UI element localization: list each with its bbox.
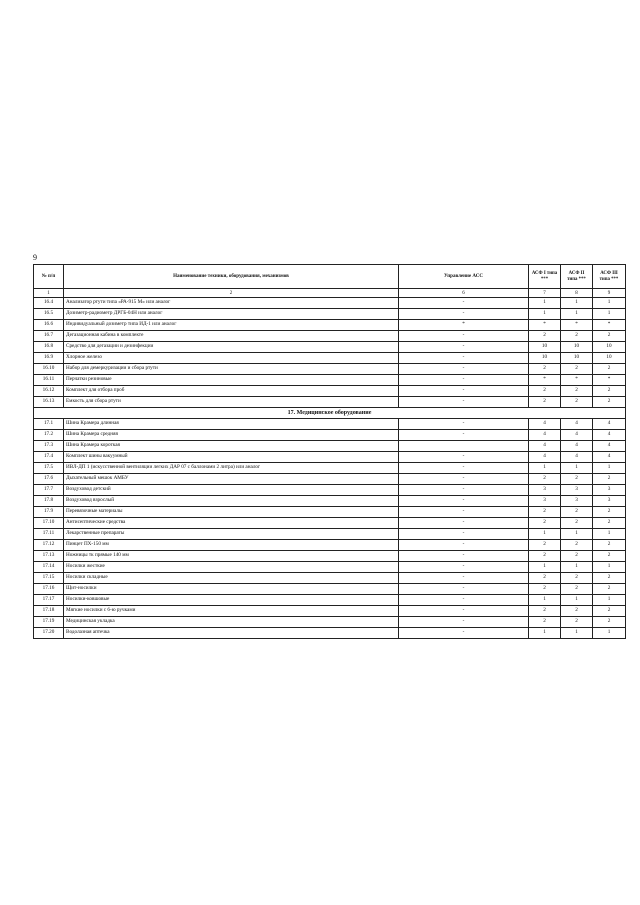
row-asf3-qty: 4 <box>593 441 626 452</box>
row-number: 17.14 <box>34 562 64 573</box>
table-row <box>34 507 626 518</box>
row-asf2-qty: 2 <box>561 584 593 595</box>
row-name: Носилки-ковшовые <box>64 595 399 606</box>
row-number: 17.5 <box>34 463 64 474</box>
row-control: - <box>399 353 529 364</box>
table-row <box>34 452 626 463</box>
row-asf3-qty: 4 <box>593 430 626 441</box>
table-row <box>34 573 626 584</box>
row-name: Пинцет ПХ-150 мм <box>64 540 399 551</box>
row-asf3-qty: 10 <box>593 342 626 353</box>
row-number: 17.2 <box>34 430 64 441</box>
table-row <box>34 342 626 353</box>
table-row <box>34 617 626 628</box>
row-name: Мягкие носилки с 6-ю ручками <box>64 606 399 617</box>
row-asf3-qty: 2 <box>593 474 626 485</box>
table-row <box>34 606 626 617</box>
header-asf1: АСФ I типа *** <box>529 265 561 289</box>
row-control: - <box>399 331 529 342</box>
row-asf3-qty: 2 <box>593 364 626 375</box>
row-control: - <box>399 298 529 309</box>
row-control: - <box>399 452 529 463</box>
row-asf3-qty: 1 <box>593 628 626 639</box>
table-row <box>34 529 626 540</box>
row-control: - <box>399 364 529 375</box>
row-control: - <box>399 595 529 606</box>
row-control: - <box>399 474 529 485</box>
header-control: Управление АСС <box>399 265 529 289</box>
row-name: Лекарственные препараты <box>64 529 399 540</box>
row-asf2-qty: 1 <box>561 463 593 474</box>
row-asf3-qty: 1 <box>593 595 626 606</box>
row-name: Хлорное железо <box>64 353 399 364</box>
column-number: 1 <box>34 289 64 298</box>
row-name: Носилки жесткие <box>64 562 399 573</box>
row-control: - <box>399 573 529 584</box>
row-number: 17.3 <box>34 441 64 452</box>
row-asf1-qty: 2 <box>529 573 561 584</box>
row-number: 17.15 <box>34 573 64 584</box>
column-number: 2 <box>64 289 399 298</box>
table-row <box>34 397 626 408</box>
row-asf2-qty: 2 <box>561 518 593 529</box>
row-control: - <box>399 419 529 430</box>
row-name: Воздуховод взрослый <box>64 496 399 507</box>
row-asf2-qty: 3 <box>561 485 593 496</box>
row-number: 16.12 <box>34 386 64 397</box>
row-number: 16.9 <box>34 353 64 364</box>
row-asf1-qty: 1 <box>529 628 561 639</box>
row-asf1-qty: 3 <box>529 496 561 507</box>
row-name: Шина Крамера средняя <box>64 430 399 441</box>
table-row <box>34 441 626 452</box>
row-name: Набор для демеркуризации и сбора ртути <box>64 364 399 375</box>
row-number: 17.1 <box>34 419 64 430</box>
row-asf2-qty: 2 <box>561 540 593 551</box>
row-asf1-qty: 2 <box>529 507 561 518</box>
row-control: - <box>399 518 529 529</box>
row-control: - <box>399 386 529 397</box>
row-name: Шина Крамера короткая <box>64 441 399 452</box>
row-asf1-qty: 2 <box>529 364 561 375</box>
row-asf1-qty: 1 <box>529 309 561 320</box>
row-asf3-qty: 2 <box>593 386 626 397</box>
table-row <box>34 331 626 342</box>
row-asf2-qty: 3 <box>561 496 593 507</box>
row-name: Средство для дегазации и дезинфекции <box>64 342 399 353</box>
row-name: Перчатки резиновые <box>64 375 399 386</box>
row-asf3-qty: 2 <box>593 331 626 342</box>
row-name: Емкость для сбора ртути <box>64 397 399 408</box>
row-control: - <box>399 617 529 628</box>
row-name: Медицинская укладка <box>64 617 399 628</box>
row-asf2-qty: 2 <box>561 386 593 397</box>
row-number: 16.11 <box>34 375 64 386</box>
row-number: 17.17 <box>34 595 64 606</box>
row-asf3-qty: * <box>593 375 626 386</box>
row-asf1-qty: 2 <box>529 386 561 397</box>
row-asf2-qty: 1 <box>561 595 593 606</box>
row-name: Ножницы тк прямые 140 мм <box>64 551 399 562</box>
row-asf1-qty: 1 <box>529 562 561 573</box>
row-asf2-qty: * <box>561 320 593 331</box>
table-row <box>34 353 626 364</box>
table-group-16 <box>34 298 626 408</box>
table-row <box>34 628 626 639</box>
row-asf3-qty: 1 <box>593 309 626 320</box>
row-number: 17.20 <box>34 628 64 639</box>
row-control: - <box>399 507 529 518</box>
row-asf1-qty: 2 <box>529 606 561 617</box>
row-control: - <box>399 540 529 551</box>
row-control <box>399 441 529 452</box>
row-name: Перевязочные материалы <box>64 507 399 518</box>
row-number: 17.19 <box>34 617 64 628</box>
row-asf3-qty: 2 <box>593 573 626 584</box>
row-name: Щит-носилки <box>64 584 399 595</box>
row-asf2-qty: 2 <box>561 397 593 408</box>
row-number: 17.8 <box>34 496 64 507</box>
row-asf3-qty: 2 <box>593 551 626 562</box>
row-asf2-qty: 2 <box>561 474 593 485</box>
row-asf1-qty: 2 <box>529 551 561 562</box>
section-title: 17. Медицинское оборудование <box>34 408 626 419</box>
row-name: Дыхательный мешок АМБУ <box>64 474 399 485</box>
row-asf2-qty: * <box>561 375 593 386</box>
table-header-row <box>34 265 626 289</box>
row-asf1-qty: * <box>529 320 561 331</box>
row-name: Шина Крамера длинная <box>64 419 399 430</box>
row-asf3-qty: 2 <box>593 507 626 518</box>
row-asf2-qty: 4 <box>561 452 593 463</box>
row-asf3-qty: 2 <box>593 606 626 617</box>
row-asf2-qty: 10 <box>561 342 593 353</box>
header-num: № п/п <box>34 265 64 289</box>
row-asf3-qty: 3 <box>593 496 626 507</box>
row-asf3-qty: 3 <box>593 485 626 496</box>
row-asf2-qty: 4 <box>561 430 593 441</box>
row-asf1-qty: 2 <box>529 474 561 485</box>
row-control: * <box>399 320 529 331</box>
table-row <box>34 551 626 562</box>
row-number: 17.6 <box>34 474 64 485</box>
row-asf1-qty: 2 <box>529 397 561 408</box>
row-control: - <box>399 606 529 617</box>
row-asf3-qty: 1 <box>593 463 626 474</box>
row-asf1-qty: 4 <box>529 430 561 441</box>
row-name: Антисептические средства <box>64 518 399 529</box>
table-row <box>34 540 626 551</box>
row-asf3-qty: 1 <box>593 529 626 540</box>
row-name: Водолазная аптечка <box>64 628 399 639</box>
row-control: - <box>399 309 529 320</box>
row-asf3-qty: 2 <box>593 617 626 628</box>
row-name: Индивидуальный дозиметр типа ИД-1 или аналог <box>64 320 399 331</box>
table-row <box>34 463 626 474</box>
column-number: 6 <box>399 289 529 298</box>
row-asf1-qty: 1 <box>529 529 561 540</box>
row-asf2-qty: 4 <box>561 441 593 452</box>
row-control: - <box>399 562 529 573</box>
table-row <box>34 518 626 529</box>
row-asf3-qty: 4 <box>593 419 626 430</box>
row-number: 16.13 <box>34 397 64 408</box>
table-row <box>34 485 626 496</box>
column-number: 7 <box>529 289 561 298</box>
section-heading-row <box>34 408 626 419</box>
row-number: 16.5 <box>34 309 64 320</box>
row-number: 17.9 <box>34 507 64 518</box>
row-asf1-qty: 1 <box>529 298 561 309</box>
row-number: 17.13 <box>34 551 64 562</box>
row-asf1-qty: 2 <box>529 584 561 595</box>
row-asf2-qty: 2 <box>561 606 593 617</box>
row-control: - <box>399 628 529 639</box>
row-asf2-qty: 2 <box>561 551 593 562</box>
row-name: Комплект для отбора проб <box>64 386 399 397</box>
row-asf2-qty: 2 <box>561 617 593 628</box>
row-asf2-qty: 2 <box>561 331 593 342</box>
row-asf3-qty: 2 <box>593 518 626 529</box>
row-asf2-qty: 1 <box>561 628 593 639</box>
row-asf2-qty: 2 <box>561 507 593 518</box>
row-asf3-qty: 2 <box>593 584 626 595</box>
row-asf3-qty: * <box>593 320 626 331</box>
row-asf3-qty: 1 <box>593 562 626 573</box>
table-row <box>34 298 626 309</box>
row-asf1-qty: 4 <box>529 441 561 452</box>
column-number: 9 <box>593 289 626 298</box>
row-asf2-qty: 1 <box>561 529 593 540</box>
row-asf1-qty: 2 <box>529 518 561 529</box>
row-control: - <box>399 375 529 386</box>
row-number: 17.4 <box>34 452 64 463</box>
row-asf3-qty: 10 <box>593 353 626 364</box>
row-number: 16.10 <box>34 364 64 375</box>
table-row <box>34 320 626 331</box>
row-name: Дозиметр-радиометр ДРГБ-04Н или аналог <box>64 309 399 320</box>
row-number: 17.7 <box>34 485 64 496</box>
row-number: 16.8 <box>34 342 64 353</box>
row-number: 16.7 <box>34 331 64 342</box>
row-name: Воздуховод детский <box>64 485 399 496</box>
row-control: - <box>399 529 529 540</box>
equipment-table <box>33 264 626 639</box>
table-row <box>34 430 626 441</box>
row-number: 17.12 <box>34 540 64 551</box>
header-name: Наименование техники, оборудования, механизмов <box>64 265 399 289</box>
row-asf1-qty: 2 <box>529 540 561 551</box>
row-control: - <box>399 342 529 353</box>
table-row <box>34 562 626 573</box>
row-asf2-qty: 1 <box>561 309 593 320</box>
header-asf3: АСФ III типа *** <box>593 265 626 289</box>
row-number: 17.11 <box>34 529 64 540</box>
row-number: 17.16 <box>34 584 64 595</box>
row-asf2-qty: 1 <box>561 562 593 573</box>
table-row <box>34 375 626 386</box>
row-number: 17.18 <box>34 606 64 617</box>
row-asf2-qty: 10 <box>561 353 593 364</box>
table-row <box>34 386 626 397</box>
row-asf3-qty: 1 <box>593 298 626 309</box>
row-asf3-qty: 2 <box>593 540 626 551</box>
row-asf1-qty: 10 <box>529 353 561 364</box>
row-asf1-qty: 1 <box>529 595 561 606</box>
row-asf2-qty: 2 <box>561 364 593 375</box>
row-name: Анализатор ртути типа «РА-915 М» или аналог <box>64 298 399 309</box>
row-name: Носилки складные <box>64 573 399 584</box>
row-asf1-qty: 2 <box>529 331 561 342</box>
table-row <box>34 309 626 320</box>
header-asf2: АСФ II типа *** <box>561 265 593 289</box>
row-asf1-qty: 10 <box>529 342 561 353</box>
row-asf1-qty: 2 <box>529 617 561 628</box>
row-control: - <box>399 430 529 441</box>
row-number: 17.10 <box>34 518 64 529</box>
row-number: 16.4 <box>34 298 64 309</box>
column-number: 8 <box>561 289 593 298</box>
table-row <box>34 595 626 606</box>
table-row <box>34 419 626 430</box>
page-number: 9 <box>33 253 37 262</box>
table-group-17 <box>34 419 626 639</box>
row-asf2-qty: 2 <box>561 573 593 584</box>
table-row <box>34 496 626 507</box>
row-name: Дегазационная кабина в комплекте <box>64 331 399 342</box>
column-number-row <box>34 289 626 298</box>
row-asf2-qty: 1 <box>561 298 593 309</box>
table-row <box>34 584 626 595</box>
row-control: - <box>399 551 529 562</box>
row-asf3-qty: 2 <box>593 397 626 408</box>
row-control: - <box>399 397 529 408</box>
table-row <box>34 474 626 485</box>
row-control: - <box>399 485 529 496</box>
row-asf2-qty: 4 <box>561 419 593 430</box>
table-row <box>34 364 626 375</box>
row-asf1-qty: * <box>529 375 561 386</box>
row-control: - <box>399 584 529 595</box>
row-asf1-qty: 4 <box>529 452 561 463</box>
row-name: Комплект шины вакуумный <box>64 452 399 463</box>
row-control: - <box>399 496 529 507</box>
row-asf1-qty: 4 <box>529 419 561 430</box>
row-number: 16.6 <box>34 320 64 331</box>
row-asf1-qty: 3 <box>529 485 561 496</box>
row-asf1-qty: 1 <box>529 463 561 474</box>
row-asf3-qty: 4 <box>593 452 626 463</box>
row-control: - <box>399 463 529 474</box>
row-name: ИВЛ-ДП 1 (искусственной вентиляции легких ДАР 07 с баллонами 2 литра) или аналог <box>64 463 399 474</box>
